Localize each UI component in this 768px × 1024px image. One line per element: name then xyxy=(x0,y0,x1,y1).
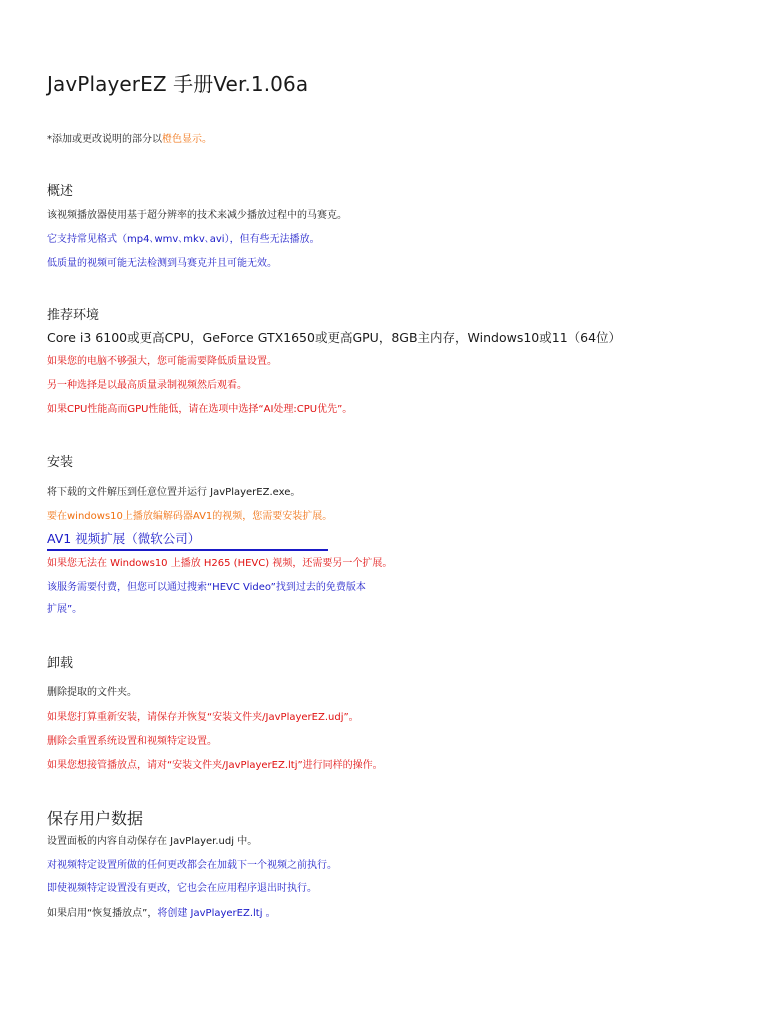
section-heading-uninstall: 卸载 xyxy=(47,656,74,671)
note-highlight: 橙色显示。 xyxy=(162,134,212,145)
note-prefix: *添加或更改说明的部分以 xyxy=(47,134,162,145)
install-line-2: 要在windows10上播放编解码器AV1的视频，您需要安装扩展。 xyxy=(47,511,333,522)
section-heading-install: 安装 xyxy=(47,455,74,470)
save-line-4-part-a: 如果启用“恢复播放点”， xyxy=(47,908,158,919)
uninstall-line-3: 删除会重置系统设置和视频特定设置。 xyxy=(47,736,217,747)
save-line-2: 对视频特定设置所做的任何更改都会在加载下一个视频之前执行。 xyxy=(47,860,337,871)
av1-extension-link[interactable]: AV1 视频扩展（微软公司） xyxy=(47,529,328,551)
environment-line-3: 如果CPU性能高而GPU性能低，请在选项中选择“AI处理:CPU优先”。 xyxy=(47,404,353,415)
install-line-3: 如果您无法在 Windows10 上播放 H265 (HEVC) 视频，还需要另一个扩展。 xyxy=(47,558,393,569)
environment-spec: Core i3 6100或更高CPU，GeForce GTX1650或更高GPU，8GB主内存，Windows10或11（64位） xyxy=(47,330,622,345)
save-line-4-part-b: 将创建 JavPlayerEZ.ltj 。 xyxy=(157,908,276,919)
overview-line-3: 低质量的视频可能无法检测到马赛克并且可能无效。 xyxy=(47,258,277,269)
save-line-4 xyxy=(47,907,276,921)
overview-line-1: 该视频播放器使用基于超分辨率的技术来减少播放过程中的马赛克。 xyxy=(47,210,347,221)
overview-line-2: 它支持常见格式（mp4､wmv､mkv､avi），但有些无法播放。 xyxy=(47,234,320,245)
section-heading-overview: 概述 xyxy=(47,184,74,199)
uninstall-line-2: 如果您打算重新安装，请保存并恢复“安装文件夹/JavPlayerEZ.udj”。 xyxy=(47,712,359,723)
section-heading-save-user-data: 保存用户数据 xyxy=(47,809,144,828)
install-line-5: 扩展”。 xyxy=(47,604,83,615)
uninstall-line-1: 删除提取的文件夹。 xyxy=(47,687,137,698)
save-line-3: 即使视频特定设置没有更改，它也会在应用程序退出时执行。 xyxy=(47,883,317,894)
note-line xyxy=(47,133,212,147)
section-heading-environment: 推荐环境 xyxy=(47,308,100,323)
save-line-1: 设置面板的内容自动保存在 JavPlayer.udj 中。 xyxy=(47,836,258,847)
install-line-4: 该服务需要付费，但您可以通过搜索“HEVC Video”找到过去的免费版本 xyxy=(47,582,366,593)
environment-line-1: 如果您的电脑不够强大，您可能需要降低质量设置。 xyxy=(47,356,277,367)
document-title: JavPlayerEZ 手册Ver.1.06a xyxy=(47,72,309,96)
install-line-1: 将下载的文件解压到任意位置并运行 JavPlayerEZ.exe。 xyxy=(47,487,301,498)
environment-line-2: 另一种选择是以最高质量录制视频然后观看。 xyxy=(47,380,247,391)
uninstall-line-4: 如果您想接管播放点，请对“安装文件夹/JavPlayerEZ.ltj”进行同样的操作。 xyxy=(47,760,383,771)
